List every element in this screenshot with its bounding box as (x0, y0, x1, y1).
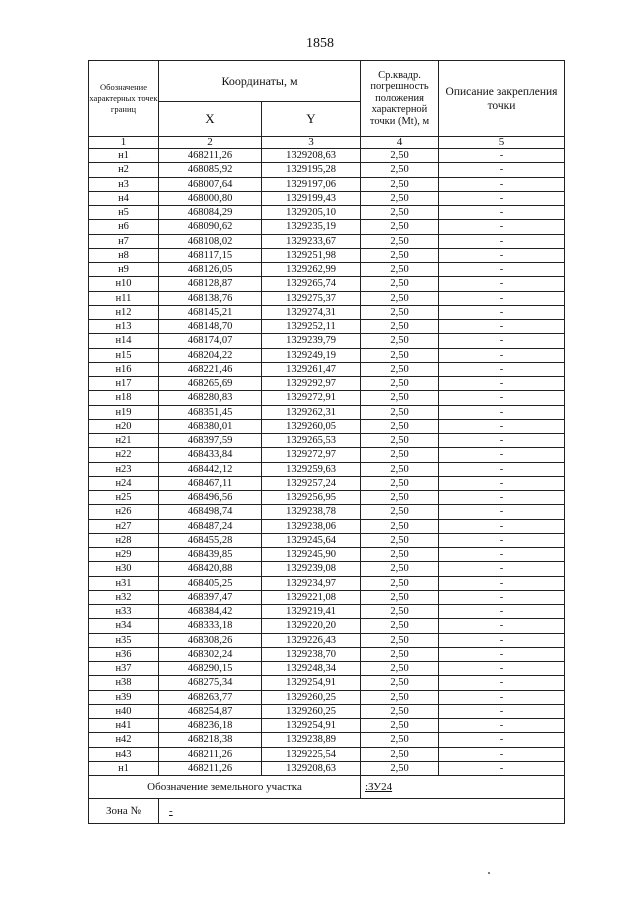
table-row (89, 562, 565, 576)
error-cell: 2,50 (361, 548, 439, 562)
x-cell: 468439,85 (159, 548, 262, 562)
y-column-header: Y (262, 102, 361, 137)
point-cell: н24 (89, 476, 159, 490)
x-cell: 468302,24 (159, 647, 262, 661)
table-row (89, 448, 565, 462)
y-cell: 1329265,74 (262, 277, 361, 291)
x-cell: 468254,87 (159, 704, 262, 718)
point-cell: н31 (89, 576, 159, 590)
table-row (89, 647, 565, 661)
x-cell: 468455,28 (159, 533, 262, 547)
table-row (89, 405, 565, 419)
error-cell: 2,50 (361, 619, 439, 633)
x-cell: 468211,26 (159, 149, 262, 163)
parcel-label: Обозначение земельного участка (89, 776, 361, 799)
column-number: 3 (262, 137, 361, 149)
parcel-value-cell (361, 776, 565, 799)
table-row (89, 277, 565, 291)
x-cell: 468263,77 (159, 690, 262, 704)
point-cell: н20 (89, 419, 159, 433)
zone-value: - (169, 805, 173, 817)
description-cell: - (439, 405, 565, 419)
description-cell: - (439, 519, 565, 533)
table-row (89, 719, 565, 733)
x-cell: 468211,26 (159, 747, 262, 761)
error-cell: 2,50 (361, 633, 439, 647)
description-cell: - (439, 177, 565, 191)
table-row (89, 605, 565, 619)
error-cell: 2,50 (361, 149, 439, 163)
y-cell: 1329235,19 (262, 220, 361, 234)
x-cell: 468236,18 (159, 719, 262, 733)
point-cell: н9 (89, 263, 159, 277)
point-cell: н10 (89, 277, 159, 291)
x-cell: 468108,02 (159, 234, 262, 248)
table-row (89, 177, 565, 191)
x-cell: 468090,62 (159, 220, 262, 234)
description-cell: - (439, 434, 565, 448)
error-cell: 2,50 (361, 505, 439, 519)
error-cell: 2,50 (361, 448, 439, 462)
error-cell: 2,50 (361, 761, 439, 775)
error-cell: 2,50 (361, 747, 439, 761)
x-cell: 468126,05 (159, 263, 262, 277)
x-cell: 468174,07 (159, 334, 262, 348)
error-cell: 2,50 (361, 491, 439, 505)
table-row (89, 747, 565, 761)
description-cell: - (439, 505, 565, 519)
x-cell: 468085,92 (159, 163, 262, 177)
error-cell: 2,50 (361, 191, 439, 205)
y-cell: 1329245,90 (262, 548, 361, 562)
table-row (89, 320, 565, 334)
description-cell: - (439, 562, 565, 576)
page-number: 1858 (306, 36, 334, 51)
y-cell: 1329262,99 (262, 263, 361, 277)
x-cell: 468084,29 (159, 206, 262, 220)
point-column-header: Обозначение характерных точек границ (89, 61, 159, 137)
table-row (89, 263, 565, 277)
point-cell: н34 (89, 619, 159, 633)
y-cell: 1329275,37 (262, 291, 361, 305)
error-cell: 2,50 (361, 647, 439, 661)
description-cell: - (439, 704, 565, 718)
error-cell: 2,50 (361, 719, 439, 733)
error-cell: 2,50 (361, 405, 439, 419)
x-cell: 468117,15 (159, 248, 262, 262)
point-cell: н37 (89, 662, 159, 676)
error-cell: 2,50 (361, 305, 439, 319)
x-cell: 468211,26 (159, 761, 262, 775)
table-row (89, 234, 565, 248)
y-cell: 1329260,25 (262, 690, 361, 704)
table-row (89, 476, 565, 490)
description-cell: - (439, 448, 565, 462)
x-cell: 468405,25 (159, 576, 262, 590)
y-cell: 1329254,91 (262, 719, 361, 733)
parcel-value: :ЗУ24 (365, 781, 393, 793)
table-row (89, 362, 565, 376)
error-cell: 2,50 (361, 177, 439, 191)
error-cell: 2,50 (361, 676, 439, 690)
point-cell: н12 (89, 305, 159, 319)
point-cell: н11 (89, 291, 159, 305)
y-cell: 1329261,47 (262, 362, 361, 376)
y-cell: 1329248,34 (262, 662, 361, 676)
y-cell: 1329219,41 (262, 605, 361, 619)
error-cell: 2,50 (361, 220, 439, 234)
description-cell: - (439, 733, 565, 747)
table-row (89, 519, 565, 533)
table-row (89, 334, 565, 348)
error-cell: 2,50 (361, 733, 439, 747)
table-row (89, 377, 565, 391)
y-cell: 1329238,70 (262, 647, 361, 661)
description-cell: - (439, 576, 565, 590)
description-cell: - (439, 548, 565, 562)
table-row (89, 191, 565, 205)
description-cell: - (439, 391, 565, 405)
error-cell: 2,50 (361, 263, 439, 277)
description-cell: - (439, 234, 565, 248)
point-cell: н17 (89, 377, 159, 391)
x-cell: 468420,88 (159, 562, 262, 576)
point-cell: н27 (89, 519, 159, 533)
description-cell: - (439, 263, 565, 277)
error-cell: 2,50 (361, 206, 439, 220)
point-cell: н42 (89, 733, 159, 747)
table-row (89, 462, 565, 476)
error-cell: 2,50 (361, 234, 439, 248)
table-row (89, 505, 565, 519)
error-cell: 2,50 (361, 163, 439, 177)
error-cell: 2,50 (361, 362, 439, 376)
x-cell: 468221,46 (159, 362, 262, 376)
column-number: 5 (439, 137, 565, 149)
x-cell: 468498,74 (159, 505, 262, 519)
point-cell: н38 (89, 676, 159, 690)
x-cell: 468487,24 (159, 519, 262, 533)
y-cell: 1329221,08 (262, 590, 361, 604)
error-cell: 2,50 (361, 391, 439, 405)
table-row (89, 690, 565, 704)
description-cell: - (439, 647, 565, 661)
coordinates-header: Координаты, м (159, 61, 361, 102)
x-cell: 468145,21 (159, 305, 262, 319)
error-cell: 2,50 (361, 590, 439, 604)
column-number: 4 (361, 137, 439, 149)
x-cell: 468000,80 (159, 191, 262, 205)
y-cell: 1329239,79 (262, 334, 361, 348)
x-cell: 468351,45 (159, 405, 262, 419)
zone-value-cell (159, 799, 565, 824)
error-cell: 2,50 (361, 690, 439, 704)
error-cell: 2,50 (361, 348, 439, 362)
zone-row (89, 799, 565, 824)
coordinates-table (88, 60, 565, 824)
description-cell: - (439, 191, 565, 205)
table-row (89, 220, 565, 234)
point-cell: н3 (89, 177, 159, 191)
point-cell: н15 (89, 348, 159, 362)
y-cell: 1329208,63 (262, 149, 361, 163)
error-cell: 2,50 (361, 419, 439, 433)
table-row (89, 733, 565, 747)
x-cell: 468442,12 (159, 462, 262, 476)
error-cell: 2,50 (361, 605, 439, 619)
y-cell: 1329260,05 (262, 419, 361, 433)
y-cell: 1329199,43 (262, 191, 361, 205)
table-row (89, 662, 565, 676)
x-cell: 468007,64 (159, 177, 262, 191)
error-cell: 2,50 (361, 248, 439, 262)
y-cell: 1329225,54 (262, 747, 361, 761)
y-cell: 1329205,10 (262, 206, 361, 220)
x-cell: 468467,11 (159, 476, 262, 490)
table-row (89, 533, 565, 547)
error-cell: 2,50 (361, 320, 439, 334)
description-cell: - (439, 747, 565, 761)
description-cell: - (439, 163, 565, 177)
y-cell: 1329233,67 (262, 234, 361, 248)
description-cell: - (439, 149, 565, 163)
point-cell: н19 (89, 405, 159, 419)
description-cell: - (439, 419, 565, 433)
description-cell: - (439, 206, 565, 220)
x-cell: 468397,47 (159, 590, 262, 604)
error-cell: 2,50 (361, 476, 439, 490)
description-cell: - (439, 719, 565, 733)
description-cell: - (439, 476, 565, 490)
point-cell: н23 (89, 462, 159, 476)
x-cell: 468204,22 (159, 348, 262, 362)
description-cell: - (439, 533, 565, 547)
y-cell: 1329238,06 (262, 519, 361, 533)
table-row (89, 619, 565, 633)
point-cell: н25 (89, 491, 159, 505)
y-cell: 1329272,91 (262, 391, 361, 405)
error-cell: 2,50 (361, 462, 439, 476)
x-cell: 468333,18 (159, 619, 262, 633)
point-cell: н29 (89, 548, 159, 562)
description-cell: - (439, 362, 565, 376)
point-cell: н43 (89, 747, 159, 761)
y-cell: 1329259,63 (262, 462, 361, 476)
error-cell: 2,50 (361, 704, 439, 718)
table-row (89, 305, 565, 319)
table-row (89, 419, 565, 433)
point-cell: н40 (89, 704, 159, 718)
point-cell: н8 (89, 248, 159, 262)
y-cell: 1329262,31 (262, 405, 361, 419)
point-cell: н36 (89, 647, 159, 661)
table-row (89, 633, 565, 647)
y-cell: 1329238,78 (262, 505, 361, 519)
point-cell: н5 (89, 206, 159, 220)
point-cell: н26 (89, 505, 159, 519)
point-cell: н22 (89, 448, 159, 462)
table-row (89, 206, 565, 220)
point-cell: н7 (89, 234, 159, 248)
zone-label: Зона № (89, 799, 159, 824)
table-row (89, 163, 565, 177)
description-cell: - (439, 633, 565, 647)
column-number: 2 (159, 137, 262, 149)
table-row (89, 291, 565, 305)
description-cell: - (439, 291, 565, 305)
y-cell: 1329265,53 (262, 434, 361, 448)
y-cell: 1329226,43 (262, 633, 361, 647)
point-cell: н1 (89, 149, 159, 163)
point-cell: н28 (89, 533, 159, 547)
y-cell: 1329195,28 (262, 163, 361, 177)
x-cell: 468128,87 (159, 277, 262, 291)
table-row (89, 761, 565, 775)
description-cell: - (439, 676, 565, 690)
table-row (89, 149, 565, 163)
y-cell: 1329245,64 (262, 533, 361, 547)
point-cell: н1 (89, 761, 159, 775)
error-cell: 2,50 (361, 377, 439, 391)
y-cell: 1329292,97 (262, 377, 361, 391)
table-row (89, 434, 565, 448)
point-cell: н33 (89, 605, 159, 619)
scan-speck (488, 872, 490, 874)
x-cell: 468380,01 (159, 419, 262, 433)
point-cell: н35 (89, 633, 159, 647)
point-cell: н4 (89, 191, 159, 205)
column-number-row (89, 137, 565, 149)
table-row (89, 391, 565, 405)
y-cell: 1329238,89 (262, 733, 361, 747)
y-cell: 1329239,08 (262, 562, 361, 576)
description-cell: - (439, 220, 565, 234)
point-cell: н41 (89, 719, 159, 733)
description-cell: - (439, 761, 565, 775)
table-row (89, 704, 565, 718)
y-cell: 1329220,20 (262, 619, 361, 633)
error-cell: 2,50 (361, 562, 439, 576)
description-cell: - (439, 377, 565, 391)
error-cell: 2,50 (361, 519, 439, 533)
description-column-header: Описание закрепления точки (439, 61, 565, 137)
x-cell: 468275,34 (159, 676, 262, 690)
description-cell: - (439, 334, 565, 348)
description-cell: - (439, 320, 565, 334)
point-cell: н14 (89, 334, 159, 348)
table-row (89, 576, 565, 590)
x-cell: 468384,42 (159, 605, 262, 619)
parcel-row (89, 776, 565, 799)
description-cell: - (439, 305, 565, 319)
error-cell: 2,50 (361, 434, 439, 448)
description-cell: - (439, 462, 565, 476)
x-cell: 468397,59 (159, 434, 262, 448)
table-row (89, 590, 565, 604)
error-cell: 2,50 (361, 533, 439, 547)
table-row (89, 548, 565, 562)
x-cell: 468280,83 (159, 391, 262, 405)
description-cell: - (439, 248, 565, 262)
x-cell: 468138,76 (159, 291, 262, 305)
error-cell: 2,50 (361, 277, 439, 291)
error-cell: 2,50 (361, 576, 439, 590)
description-cell: - (439, 605, 565, 619)
point-cell: н39 (89, 690, 159, 704)
error-cell: 2,50 (361, 291, 439, 305)
column-number: 1 (89, 137, 159, 149)
point-cell: н18 (89, 391, 159, 405)
description-cell: - (439, 662, 565, 676)
y-cell: 1329252,11 (262, 320, 361, 334)
x-cell: 468265,69 (159, 377, 262, 391)
point-cell: н6 (89, 220, 159, 234)
table-row (89, 248, 565, 262)
x-cell: 468148,70 (159, 320, 262, 334)
table-row (89, 676, 565, 690)
table-row (89, 348, 565, 362)
y-cell: 1329251,98 (262, 248, 361, 262)
x-cell: 468290,15 (159, 662, 262, 676)
x-cell: 468308,26 (159, 633, 262, 647)
point-cell: н13 (89, 320, 159, 334)
y-cell: 1329254,91 (262, 676, 361, 690)
x-cell: 468496,56 (159, 491, 262, 505)
y-cell: 1329197,06 (262, 177, 361, 191)
description-cell: - (439, 690, 565, 704)
y-cell: 1329272,97 (262, 448, 361, 462)
y-cell: 1329257,24 (262, 476, 361, 490)
point-cell: н30 (89, 562, 159, 576)
x-column-header: X (159, 102, 262, 137)
point-cell: н2 (89, 163, 159, 177)
point-cell: н21 (89, 434, 159, 448)
point-cell: н32 (89, 590, 159, 604)
error-cell: 2,50 (361, 334, 439, 348)
y-cell: 1329249,19 (262, 348, 361, 362)
y-cell: 1329234,97 (262, 576, 361, 590)
x-cell: 468433,84 (159, 448, 262, 462)
table-row (89, 491, 565, 505)
description-cell: - (439, 619, 565, 633)
description-cell: - (439, 590, 565, 604)
x-cell: 468218,38 (159, 733, 262, 747)
y-cell: 1329208,63 (262, 761, 361, 775)
point-cell: н16 (89, 362, 159, 376)
y-cell: 1329260,25 (262, 704, 361, 718)
table-body (89, 149, 565, 776)
description-cell: - (439, 348, 565, 362)
description-cell: - (439, 491, 565, 505)
y-cell: 1329274,31 (262, 305, 361, 319)
error-column-header: Ср.квадр. погрешность положения характерной точки (Mt), м (361, 61, 439, 137)
error-cell: 2,50 (361, 662, 439, 676)
description-cell: - (439, 277, 565, 291)
y-cell: 1329256,95 (262, 491, 361, 505)
